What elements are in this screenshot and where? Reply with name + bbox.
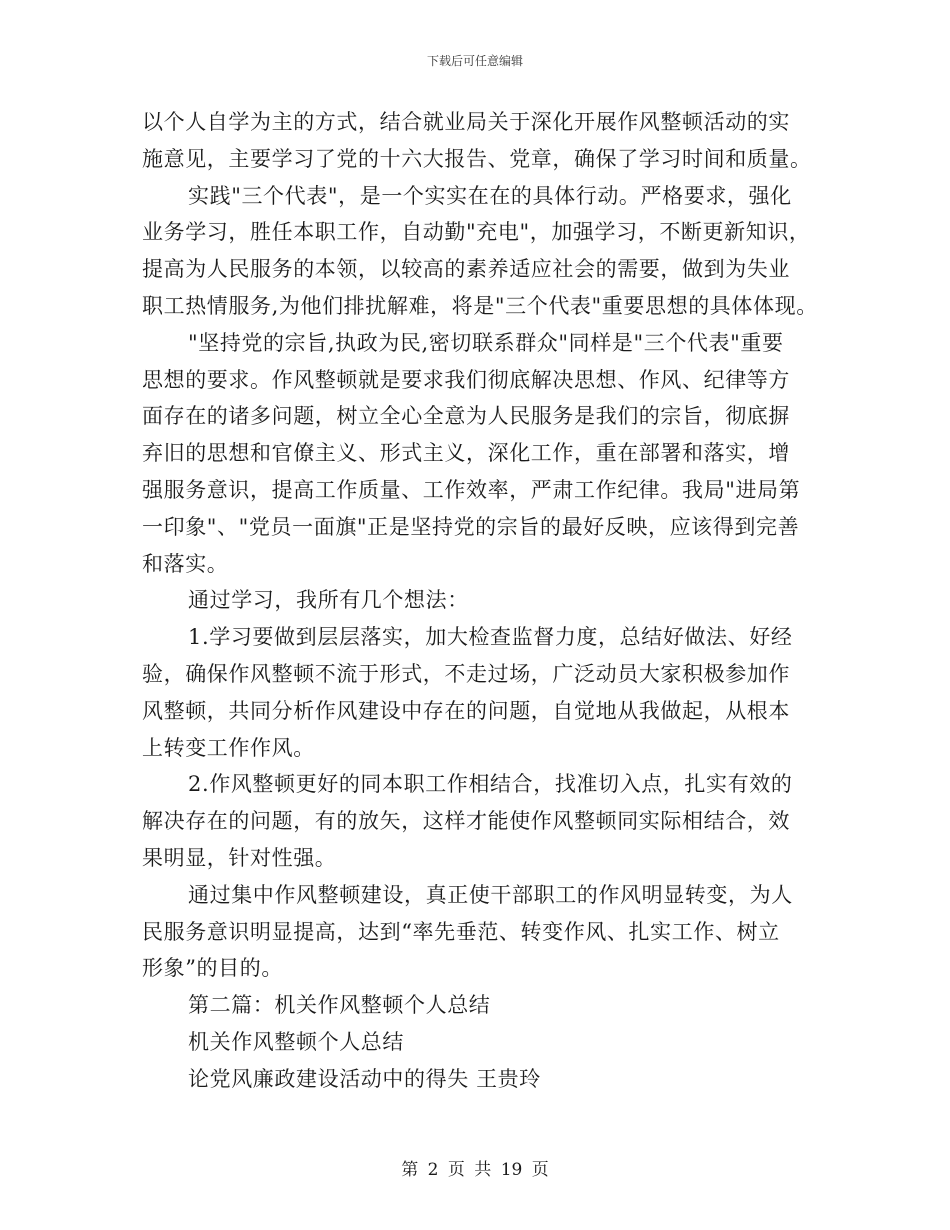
text-line: 施意见，主要学习了党的十六大报告、党章，确保了学习时间和质量。 — [142, 146, 812, 171]
text-line: 和落实。 — [142, 551, 229, 576]
text-line: 1.学习要做到层层落实，加大检查监督力度，总结好做法、好经 — [188, 625, 793, 650]
text-line: 风整顿，共同分析作风建设中存在的问题，自觉地从我做起，从根本 — [142, 698, 790, 723]
text-line: 业务学习，胜任本职工作，自动勤"充电"，加强学习，不断更新知识， — [142, 220, 811, 245]
text-line: 第二篇：机关作风整顿个人总结 — [188, 993, 491, 1018]
text-line: 形象”的目的。 — [142, 956, 283, 981]
text-line: 果明显，针对性强。 — [142, 845, 337, 870]
text-line: 通过学习，我所有几个想法： — [188, 588, 469, 613]
text-line: 以个人自学为主的方式，结合就业局关于深化开展作风整顿活动的实 — [142, 110, 790, 134]
text-line: 解决存在的问题，有的放矢，这样才能使作风整顿同实际相结合，效 — [142, 809, 790, 834]
text-line: 一印象"、"党员一面旗"正是坚持党的宗旨的最好反映，应该得到完善 — [142, 514, 800, 539]
text-line: "坚持党的宗旨,执政为民,密切联系群众"同样是"三个代表"重要 — [188, 330, 784, 355]
text-line: 提高为人民服务的本领，以较高的素养适应社会的需要，做到为失业 — [142, 257, 790, 282]
text-line: 实践"三个代表"，是一个实实在在的具体行动。严格要求，强化 — [188, 183, 792, 208]
text-line: 弃旧的思想和官僚主义、形式主义，深化工作，重在部署和落实，增 — [142, 441, 790, 466]
text-line: 思想的要求。作风整顿就是要求我们彻底解决思想、作风、纪律等方 — [142, 367, 790, 392]
text-line: 论党风廉政建设活动中的得失 王贵玲 — [188, 1066, 541, 1091]
text-line: 强服务意识，提高工作质量、工作效率，严肃工作纪律。我局"进局第 — [142, 477, 801, 502]
text-line: 面存在的诸多问题，树立全心全意为人民服务是我们的宗旨，彻底摒 — [142, 404, 790, 429]
body-text — [142, 104, 822, 1098]
page-footer: 第 2 页 共 19 页 — [401, 1160, 549, 1180]
text-line: 民服务意识明显提高，达到“率先垂范、转变作风、扎实工作、树立 — [142, 919, 780, 944]
text-line: 职工热情服务,为他们排扰解难，将是"三个代表"重要思想的具体体现。 — [142, 293, 818, 318]
text-line: 2.作风整顿更好的同本职工作相结合，找准切入点，扎实有效的 — [188, 772, 793, 797]
text-line: 验，确保作风整顿不流于形式，不走过场，广泛动员大家积极参加作 — [142, 661, 790, 686]
text-line: 机关作风整顿个人总结 — [188, 1029, 404, 1054]
page-header: 下载后可任意编辑 — [426, 54, 523, 68]
text-line: 通过集中作风整顿建设，真正使干部职工的作风明显转变，为人 — [188, 882, 793, 907]
text-line: 上转变工作作风。 — [142, 735, 315, 760]
